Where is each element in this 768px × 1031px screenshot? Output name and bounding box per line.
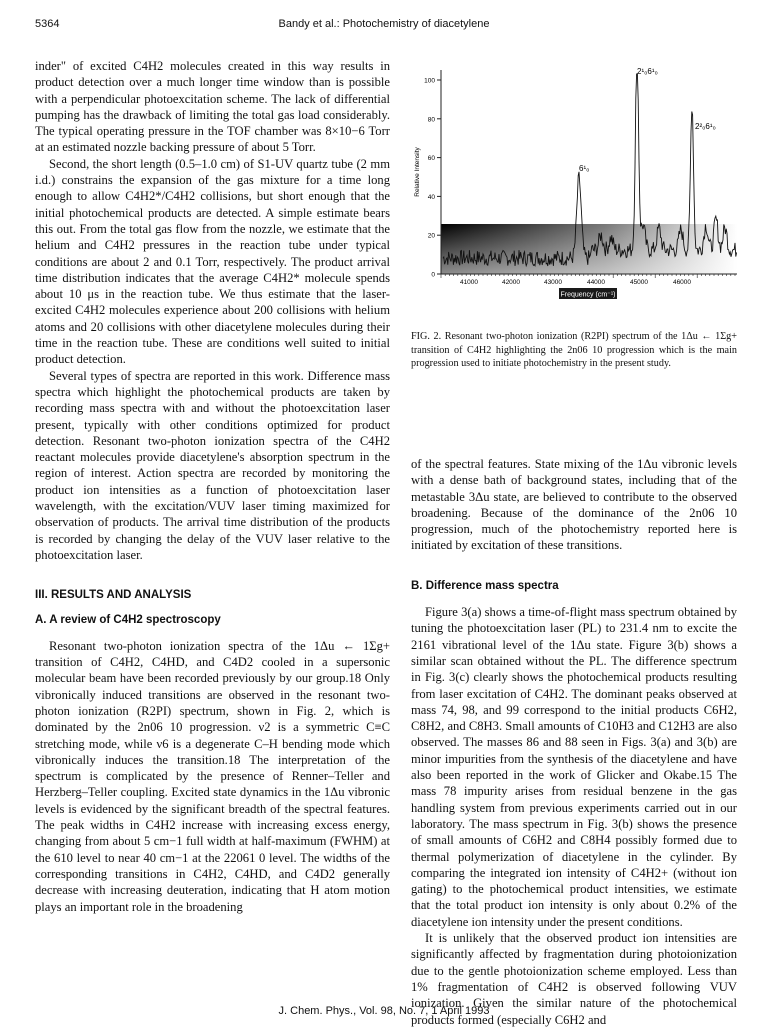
section-heading: III. RESULTS AND ANALYSIS [35,589,192,602]
page-number: 5364 [35,18,60,30]
x-tick-label: 45000 [629,279,649,286]
left-column [35,58,390,915]
peak-label-2-1-6-1: 2¹₀6¹₀ [637,67,658,76]
figure-2-spectrum [411,62,741,312]
y-tick-label: 80 [427,116,435,124]
paragraph: Second, the short length (0.5–1.0 cm) of S1-UV quartz tube (2 mm i.d.) constrains the expansion of the gas mixture for a time long enough to allow C4H2*/C4H2 collisions, but short enough that the initial photochemical products are detected. A simple estimate bears this out. From the total gas flow from the nozzle, we estimate that the helium and C4H2 pressures in the reaction tube under typical conditions are about 2 and 0.1 Torr, respectively. The product arrival time distribution indicates that the average C4H2* molecule spends about 10 μs in the reaction tube. We thus estimate that the laser-excited C4H2 molecules experience about 200 collisions with helium atoms and 20 collisions with other diacetylene molecules during their time in the reaction tube. These are conditions well suited to initial product detection. [35,156,390,367]
running-title: Bandy et al.: Photochemistry of diacetylene [278,18,490,30]
right-column [411,456,737,1028]
subsection-heading: B. Difference mass spectra [411,579,559,592]
y-tick-label: 40 [427,193,435,201]
paragraph: Resonant two-photon ionization spectra of the 1Δu ← 1Σg+ transition of C4H2, C4HD, and C4D2 cooled in a supersonic molecular beam have been recorded previously by our group.18 Only vibronically induced transitions are observed in the resonant two-photon ionization (R2PI) spectrum, shown in Fig. 2, which is dominated by the 2n06 10 progression. ν2 is a symmetric C≡C stretching mode, while ν6 is a degenerate C–H bending mode which vibronically induces the transition.18 The interpretation of the spectrum is complicated by the presence of Renner–Teller and Herzberg–Teller coupling. Excited state dynamics in the 1Δu vibronic levels is evidenced by the significant breadth of the spectral features. The peak widths in C4H2 increase with increasing excess energy, changing from about 5 cm−1 full width at half-maximum (FWHM) at the 610 level to near 40 cm−1 at the 22061 0 level. The widths of the corresponding transitions in C4H2, C4HD, and C4D2 generally decrease with increasing deuteration, indicating that H atom motion plays an important role in the broadening [35,638,390,914]
figure-caption: FIG. 2. Resonant two-photon ionization (R2PI) spectrum of the 1Δu ← 1Σg+ transition of C4H2 highlighting the 2n06 10 progression which is the main progression used to initiate photochemistry in the present study. [411,331,737,370]
y-ticks [424,78,441,279]
footer-citation: J. Chem. Phys., Vol. 98, No. 7, 1 April 1993 [278,1005,490,1017]
x-axis-label: Frequency (cm⁻¹) [560,291,616,299]
paragraph: of the spectral features. State mixing of the 1Δu vibronic levels with a dense bath of background states, including that of the metastable 3Δu state, are believed to contribute to the observed broadening. Because of the dominance of the 2n06 10 progression, much of the photochemistry reported here is initiated by excitation of these transitions. [411,457,737,553]
y-tick-label: 0 [431,271,435,279]
x-tick-label: 46000 [672,279,692,286]
paragraph: Figure 3(a) shows a time-of-flight mass spectrum obtained by tuning the photoexcitation laser (PL) to 231.4 nm to excite the 2161 vibrational level of the 1Δu state. Figure 3(b) shows a similar scan obtained without the PL. The difference spectrum in Fig. 3(c) clearly shows the photochemical products resulting from laser excitation of C4H2. The dominant peaks observed at mass 74, 98, and 99 correspond to the initial products C6H2, C8H2, and C8H3. Small amounts of C10H3 and C12H3 are also observed. The masses 86 and 88 seen in Figs. 3(a) and 3(b) are minor impurities from the synthesis of the diacetylene and have also been reported in the work of Glicker and Okabe.15 The mass 78 impurity arises from residual benzene in the gas handling system from previous experiments carried out in our laboratory. The mass spectrum in Fig. 3(b) shows the presence of small amounts of C6H2 and C8H4 possibly formed due to thermal polymerization of diacetylene in the cylinder. By comparing the integrated ion intensity of C4H2+ (without ion gating) to the photochemical product intensities, we estimate that the total product ion intensity is only about 0.2% of the diacetylene ion intensity under the present conditions. [411,605,737,929]
spectrum-plot [411,62,741,312]
page-header [0,18,768,34]
x-tick-label: 42000 [501,279,521,286]
peak-label-6-1-0: 6¹₀ [579,164,590,173]
band-highlight [441,224,737,274]
subsection-heading: A. A review of C4H2 spectroscopy [35,613,221,626]
paragraph: It is unlikely that the observed product ion intensities are significantly affected by fragmentation during photoionization due to the gentle photoionization scheme employed. Less than 1% fragmentation of C4H2 is observed following VUV ionization. Given the similar nature of the photochemical products formed (especially C6H2 and [411,931,737,1027]
y-tick-label: 100 [424,77,435,85]
y-axis-label: Relative Intensity [414,147,421,197]
y-tick-label: 20 [427,232,435,240]
x-tick-label: 41000 [459,279,479,286]
x-ticks [441,274,735,286]
paragraph: Several types of spectra are reported in this work. Difference mass spectra which highlight the photochemical products are taken by recording mass spectra with and without the photoexcitation laser present, typically with other conditions optimized for product detection. Resonant two-photon ionization spectra of the C4H2 reactant molecules provide diacetylene's absorption spectrum in the region of interest. Action spectra are recorded by monitoring the product ion intensities as a function of photoexcitation laser wavelength, with the excitation/VUV laser timing maximized for observation of products. The arrival time distribution of the products is recorded by changing the delay of the VUV laser relative to the photoexcitation laser. [35,368,390,562]
y-tick-label: 60 [427,155,435,163]
peak-label-2-2-6-1: 2²₀6¹₀ [695,122,716,131]
paragraph: inder" of excited C4H2 molecules created in this way results in product detection over a much longer time window than is possible with a perpendicular photoexcitation scheme. The lack of differential pumping has the drawback of limiting the total gas load considerably. The typical operating pressure in the TOF chamber was 8×10−6 Torr at an estimated nozzle backing pressure of about 5 Torr. [35,59,390,155]
x-tick-label: 44000 [586,279,606,286]
x-tick-label: 43000 [543,279,563,286]
